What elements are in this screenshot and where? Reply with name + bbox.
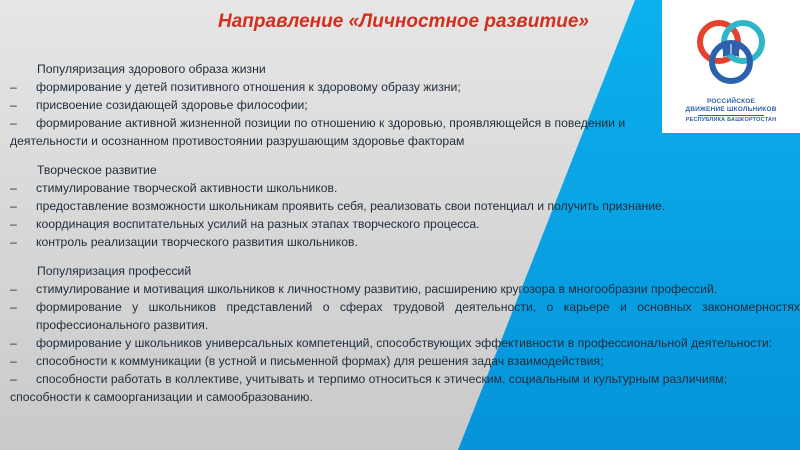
list-item-continuation: способности к самоорганизации и самообразованию. (10, 390, 313, 404)
list-item: – стимулирование и мотивация школьников к личностному развитию, расширению кругозора в многообразии профессий. (10, 282, 718, 296)
logo-text-line2: ДВИЖЕНИЕ ШКОЛЬНИКОВ (685, 106, 777, 113)
list-item: – формирование у детей позитивного отношения к здоровому образу жизни; (10, 80, 461, 94)
dash-bullet: – (10, 116, 17, 130)
section-title-creative-development: Творческое развитие (37, 163, 157, 177)
list-item: – контроль реализации творческого развития школьников. (10, 235, 358, 249)
dash-bullet: – (10, 199, 17, 213)
list-item: – способности к коммуникации (в устной и письменной формах) для решения задач взаимодействия; (10, 354, 604, 368)
logo-text-line3: РЕСПУБЛИКА БАШКОРТОСТАН (685, 117, 777, 123)
dash-bullet: – (10, 300, 17, 314)
list-item: – координация воспитательных усилий на разных этапах творческого процесса. (10, 217, 480, 231)
list-item: – стимулирование творческой активности школьников. (10, 181, 338, 195)
list-item: – присвоение созидающей здоровье философии; (10, 98, 308, 112)
dash-bullet: – (10, 336, 17, 350)
slide-title: Направление «Личностное развитие» (218, 11, 589, 32)
dash-bullet: – (10, 80, 17, 94)
list-item: – формирование активной жизненной позиции по отношению к здоровью, проявляющейся в поведении и (10, 116, 626, 130)
list-item: – способности работать в коллективе, учитывать и терпимо относиться к этическим, социальным и культурным различиям; (10, 372, 728, 386)
dash-bullet: – (10, 354, 17, 368)
dash-bullet: – (10, 282, 17, 296)
list-item: – формирование у школьников представлений о сферах трудовой деятельности, о карьере и основных закономерностях профессионального развития. (10, 300, 800, 332)
logo-text-line1: РОССИЙСКОЕ (706, 98, 756, 105)
dash-bullet: – (10, 217, 17, 231)
slide-content (10, 60, 800, 406)
list-item: – формирование у школьников универсальных компетенций, способствующих эффективности в профессиональной деятельности: (10, 336, 773, 350)
dash-bullet: – (10, 372, 17, 386)
dash-bullet: – (10, 235, 17, 249)
section-title-professions: Популяризация профессий (37, 264, 192, 278)
dash-bullet: – (10, 181, 17, 195)
dash-bullet: – (10, 98, 17, 112)
list-item-continuation: деятельности и осознанном противостоянии разрушающим здоровье факторам (10, 134, 465, 148)
list-item: – предоставление возможности школьникам проявить себя, реализовать свои потенциал и получить признание. (10, 199, 666, 213)
section-title-healthy-lifestyle: Популяризация здорового образа жизни (37, 62, 266, 76)
